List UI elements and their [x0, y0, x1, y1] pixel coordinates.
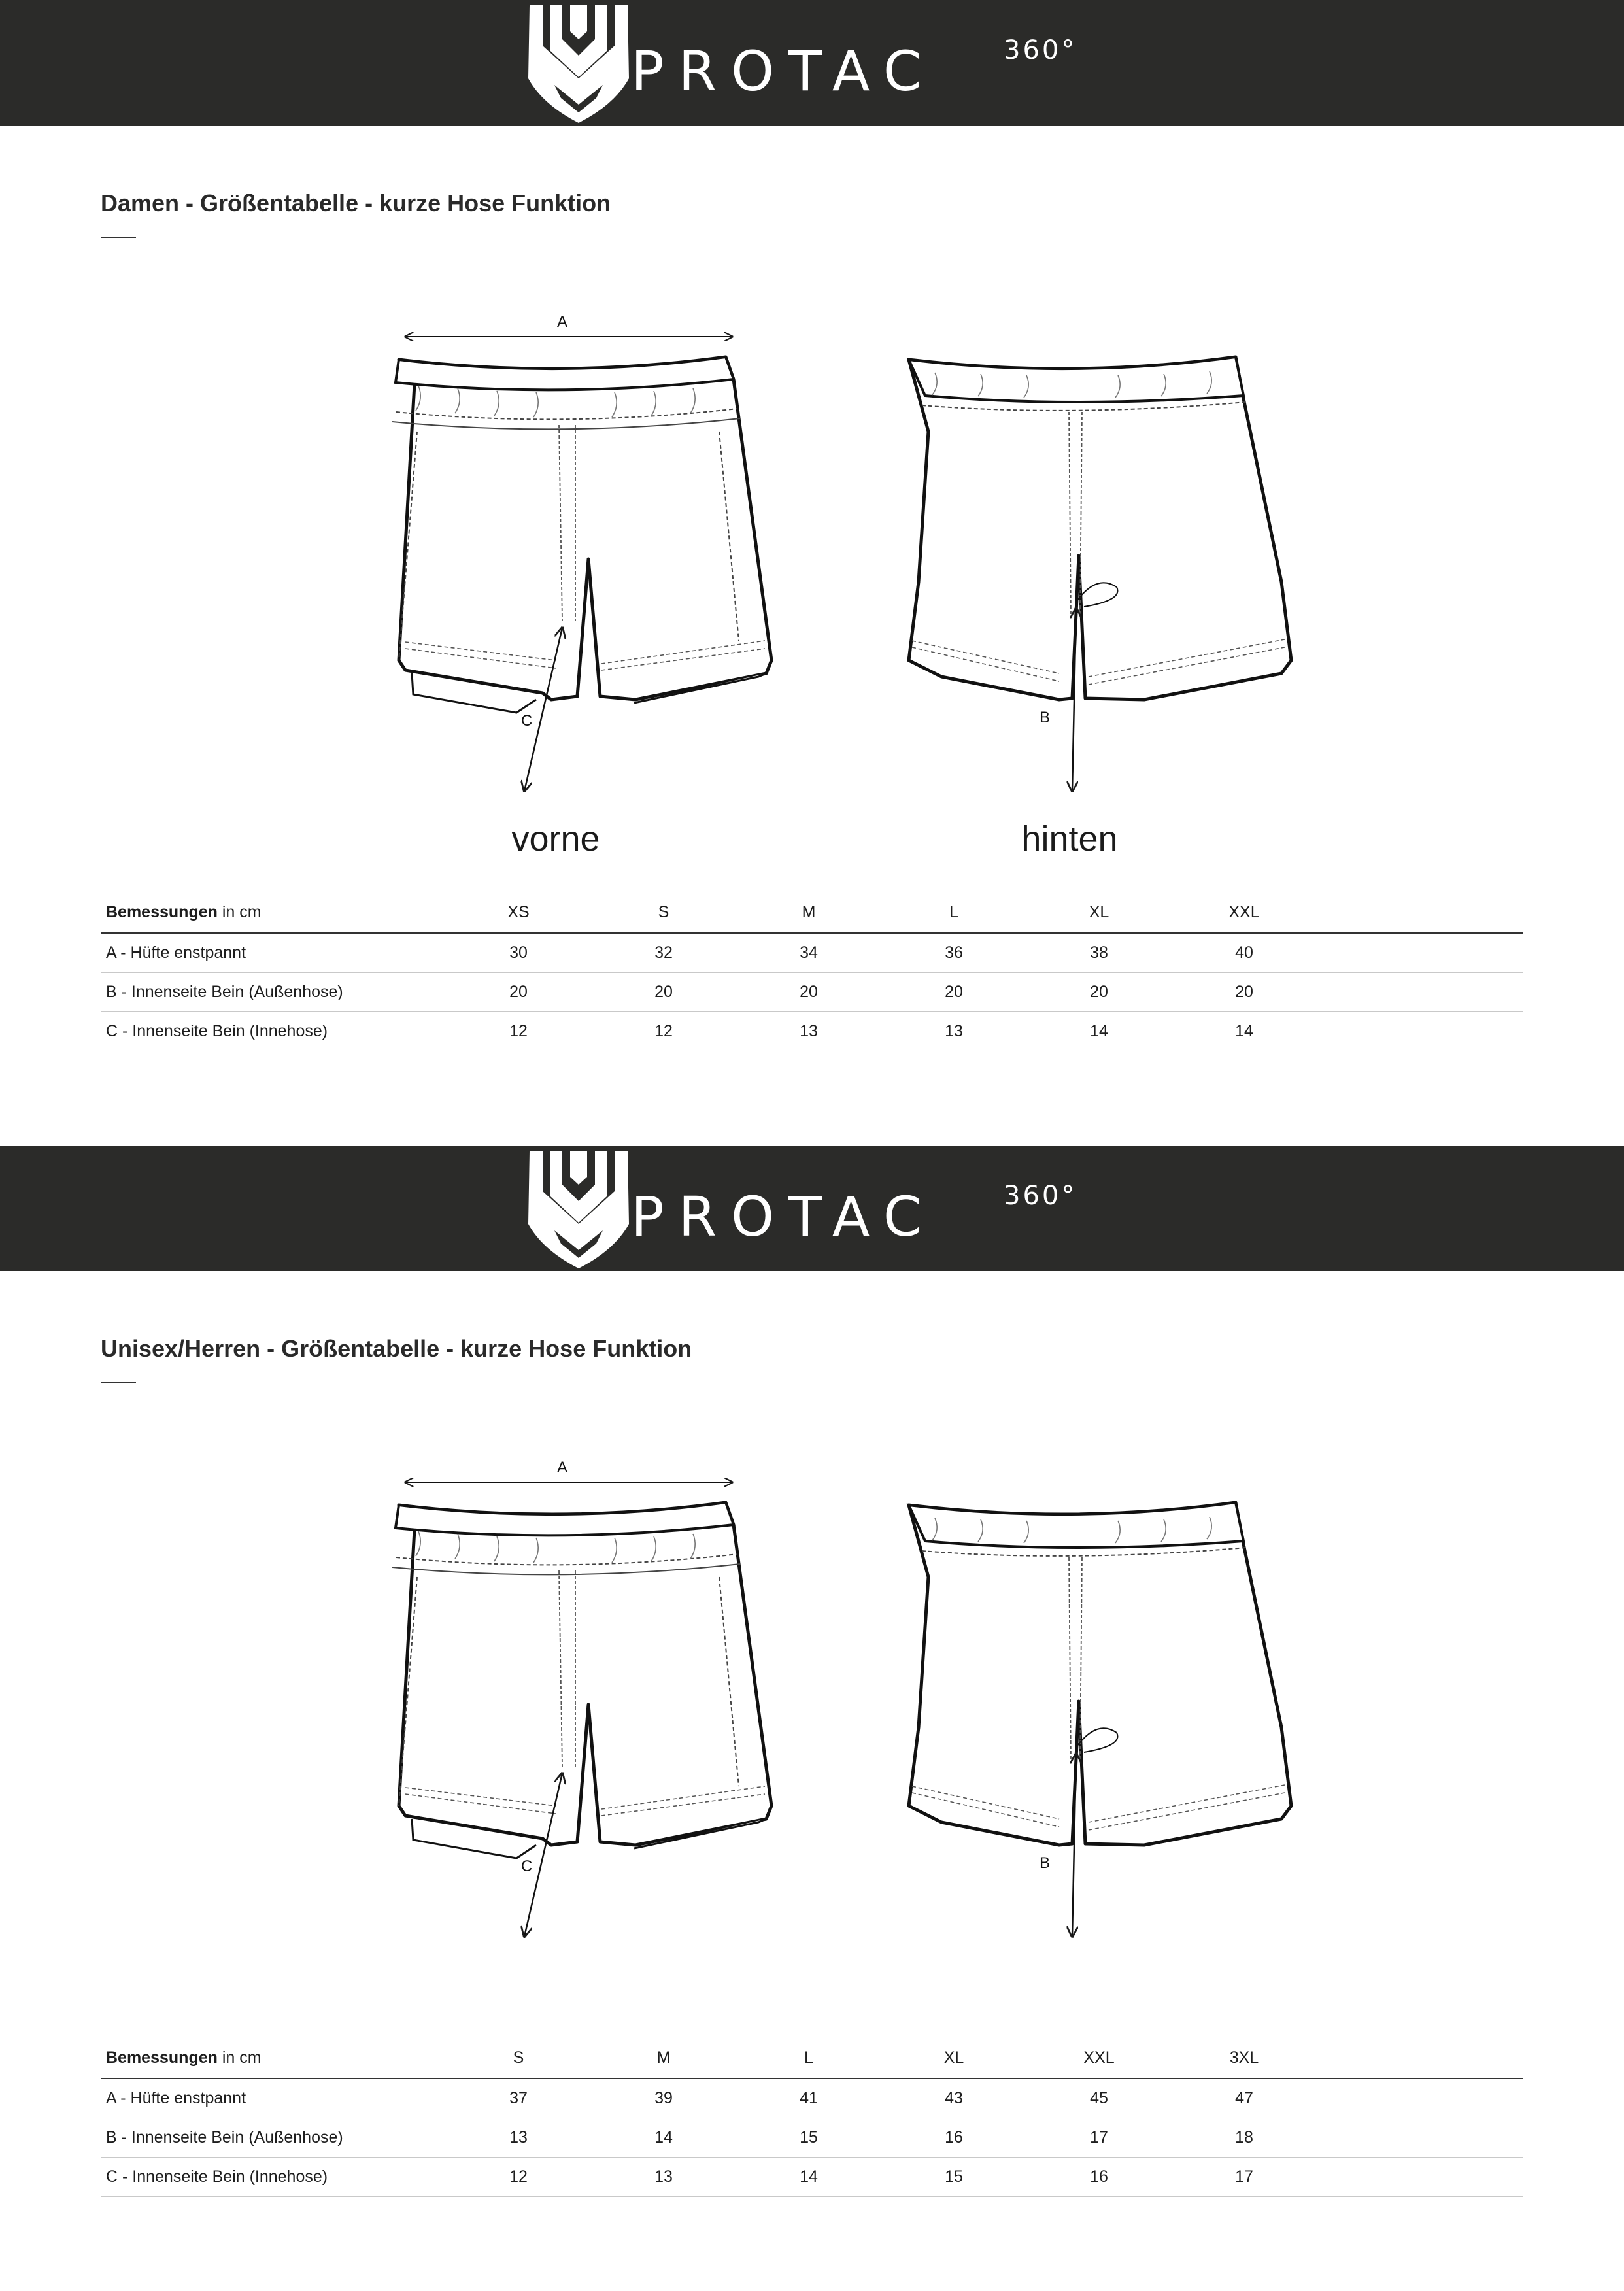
shorts-technical-drawing: [288, 281, 1334, 830]
table-cell: 20: [736, 973, 881, 1012]
size-header: L: [881, 892, 1026, 933]
brand-name: PROTAC: [631, 1185, 936, 1249]
table-cell: 41: [736, 2079, 881, 2118]
shorts-back-view: [909, 1502, 1291, 1845]
size-header: 3XL: [1172, 2037, 1317, 2079]
dimension-label-c: C: [521, 712, 533, 730]
table-cell: 14: [1172, 1012, 1317, 1051]
size-header: L: [736, 2037, 881, 2079]
dimension-label-c: C: [521, 1858, 533, 1875]
section-title: Damen - Größentabelle - kurze Hose Funktion: [101, 190, 611, 216]
brand-superscript: 360°: [1004, 35, 1077, 65]
table-cell: 13: [591, 2158, 736, 2197]
table-header-label: Bemessungen in cm: [101, 2037, 446, 2079]
row-label: B - Innenseite Bein (Außenhose): [101, 2118, 446, 2158]
shorts-back-view: [909, 357, 1291, 700]
table-cell: 32: [591, 933, 736, 973]
brand-wordmark: [631, 25, 1102, 103]
dimension-label-a: A: [556, 313, 568, 331]
table-row: [101, 2079, 1523, 2118]
dimension-label-a: A: [556, 1459, 568, 1476]
table-cell: 34: [736, 933, 881, 973]
protac-shield-logo-icon: [516, 0, 641, 126]
table-cell: 14: [591, 2118, 736, 2158]
table-cell: 38: [1026, 933, 1172, 973]
table-cell: 14: [1026, 1012, 1172, 1051]
table-header-label: Bemessungen in cm: [101, 892, 446, 933]
table-cell: 17: [1172, 2158, 1317, 2197]
size-table-unisex: [101, 2037, 1523, 2197]
table-cell: 20: [591, 973, 736, 1012]
protac-shield-logo-icon: [516, 1146, 641, 1271]
table-cell: 39: [591, 2079, 736, 2118]
back-view-label: hinten: [1021, 819, 1118, 858]
row-label: C - Innenseite Bein (Innehose): [101, 1012, 446, 1051]
brand-name: PROTAC: [631, 39, 936, 103]
size-chart-section-unisex: [0, 1146, 1624, 2291]
brand-header: [0, 0, 1624, 126]
row-label: A - Hüfte enstpannt: [101, 933, 446, 973]
table-cell: 15: [736, 2118, 881, 2158]
table-cell: 15: [881, 2158, 1026, 2197]
row-label: A - Hüfte enstpannt: [101, 2079, 446, 2118]
shorts-technical-drawing: [288, 1427, 1334, 1976]
size-header: XL: [881, 2037, 1026, 2079]
dimension-label-b: B: [1040, 1854, 1051, 1872]
table-header-row: [101, 892, 1523, 933]
size-header: XXL: [1172, 892, 1317, 933]
table-cell: 17: [1026, 2118, 1172, 2158]
front-view-label: vorne: [511, 819, 600, 858]
table-cell: 36: [881, 933, 1026, 973]
shorts-front-view: [392, 357, 771, 713]
table-cell: 16: [881, 2118, 1026, 2158]
table-cell: 14: [736, 2158, 881, 2197]
brand-wordmark: [631, 1170, 1102, 1249]
title-underline: [101, 237, 136, 238]
table-cell: 18: [1172, 2118, 1317, 2158]
size-header: XS: [446, 892, 591, 933]
size-table-women: [101, 892, 1523, 1051]
table-header-row: [101, 2037, 1523, 2079]
table-cell: 20: [446, 973, 591, 1012]
row-label: C - Innenseite Bein (Innehose): [101, 2158, 446, 2197]
brand-superscript: 360°: [1004, 1181, 1077, 1211]
table-cell: 20: [1026, 973, 1172, 1012]
table-cell: 45: [1026, 2079, 1172, 2118]
dimension-label-b: B: [1040, 709, 1051, 726]
table-cell: 13: [881, 1012, 1026, 1051]
title-underline: [101, 1382, 136, 1383]
table-cell: 12: [446, 2158, 591, 2197]
table-cell: 13: [446, 2118, 591, 2158]
table-cell: 13: [736, 1012, 881, 1051]
size-header: M: [736, 892, 881, 933]
table-cell: 16: [1026, 2158, 1172, 2197]
table-cell: 37: [446, 2079, 591, 2118]
table-cell: 20: [881, 973, 1026, 1012]
table-cell: 47: [1172, 2079, 1317, 2118]
size-header: S: [446, 2037, 591, 2079]
section-title: Unisex/Herren - Größentabelle - kurze Hose Funktion: [101, 1335, 692, 1362]
shorts-front-view: [392, 1502, 771, 1858]
brand-header: [0, 1146, 1624, 1271]
table-row: [101, 2118, 1523, 2158]
table-cell: 43: [881, 2079, 1026, 2118]
table-row: [101, 2158, 1523, 2197]
size-header: M: [591, 2037, 736, 2079]
size-header: S: [591, 892, 736, 933]
size-header: XXL: [1026, 2037, 1172, 2079]
table-cell: 12: [591, 1012, 736, 1051]
table-row: [101, 933, 1523, 973]
table-cell: 30: [446, 933, 591, 973]
table-cell: 12: [446, 1012, 591, 1051]
row-label: B - Innenseite Bein (Außenhose): [101, 973, 446, 1012]
table-cell: 40: [1172, 933, 1317, 973]
size-header: XL: [1026, 892, 1172, 933]
table-row: [101, 973, 1523, 1012]
table-row: [101, 1012, 1523, 1051]
table-cell: 20: [1172, 973, 1317, 1012]
